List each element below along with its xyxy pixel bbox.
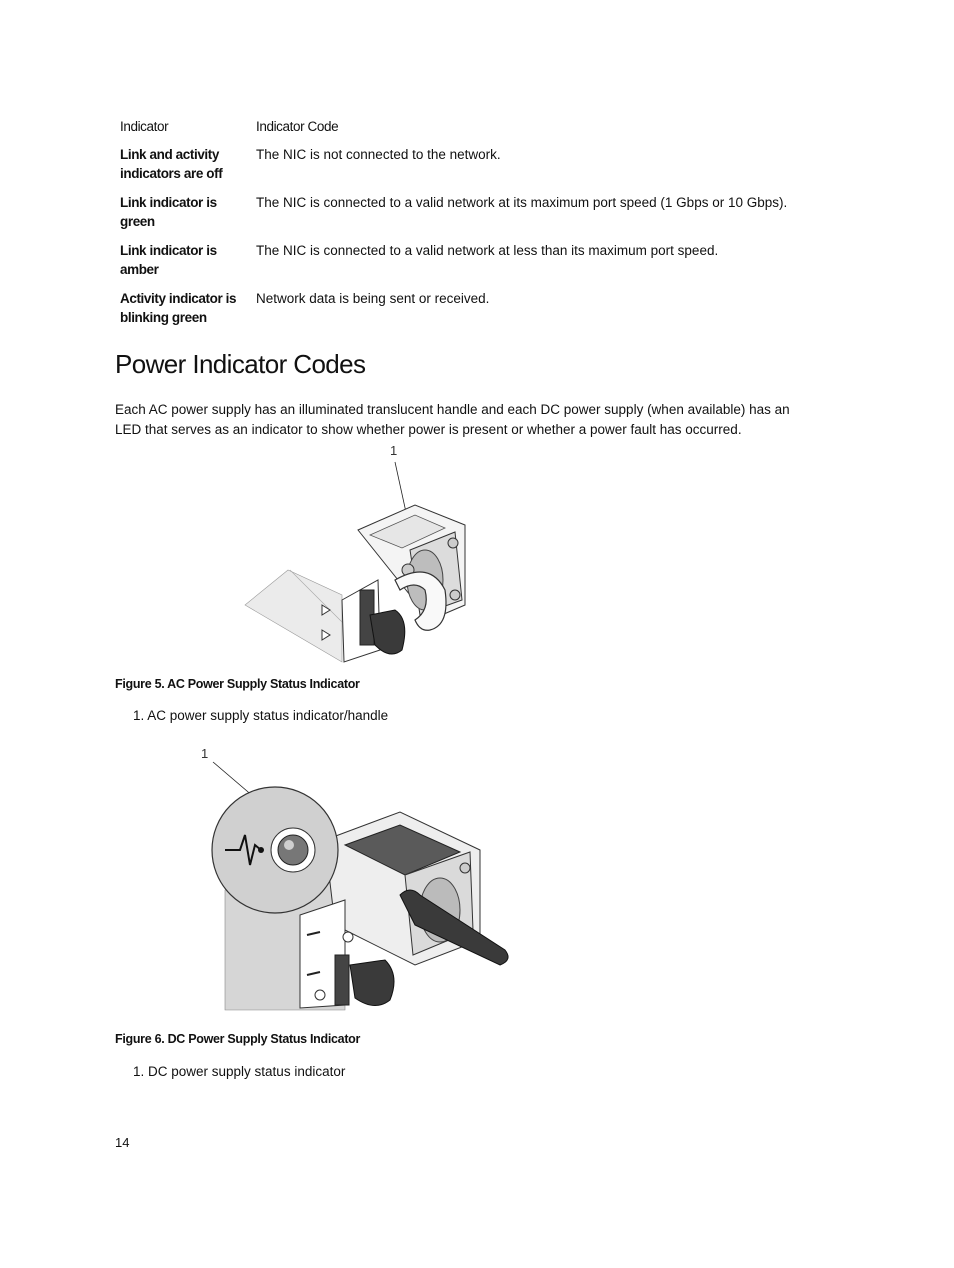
table-row	[115, 145, 815, 193]
figure6-caption: Figure 6. DC Power Supply Status Indicator	[115, 1032, 361, 1046]
table-cell-indicator: Activity indicator is blinking green	[120, 291, 237, 325]
table-cell-indicator: Link indicator is green	[120, 195, 217, 229]
screw	[460, 863, 470, 873]
release-latch	[335, 955, 349, 1005]
table-row	[115, 193, 815, 241]
table-cell-indicator: Link and activity indicators are off	[120, 147, 223, 181]
release-tab	[350, 960, 394, 1006]
table-cell-code: The NIC is not connected to the network.	[256, 147, 501, 162]
dc-power-supply-illustration	[195, 740, 515, 1015]
table-cell-code: The NIC is connected to a valid network at its maximum port speed (1 Gbps or 10 Gbps).	[256, 195, 788, 210]
status-led-icon	[278, 835, 308, 865]
table-cell-code: The NIC is connected to a valid network at less than its maximum port speed.	[256, 243, 719, 258]
table-row	[115, 289, 815, 337]
table-row	[115, 241, 815, 289]
table-header-row	[115, 117, 815, 145]
table-cell-code: Network data is being sent or received.	[256, 291, 490, 306]
page-number: 14	[115, 1135, 130, 1150]
section-heading: Power Indicator Codes	[115, 349, 366, 379]
screw	[343, 932, 353, 942]
figure5-legend-item: 1. AC power supply status indicator/handle	[133, 708, 389, 723]
section-intro-paragraph: Each AC power supply has an illuminated translucent handle and each DC power supply (when available) has an LED that serves as an indicator to show whether power is present or whether a power fault has occurred.	[115, 402, 790, 437]
figure5-caption: Figure 5. AC Power Supply Status Indicator	[115, 677, 360, 691]
figure6-callout-number: 1	[201, 746, 209, 761]
power-pulse-icon-dot	[258, 847, 264, 853]
led-highlight	[284, 840, 294, 850]
figure6-legend-item: 1. DC power supply status indicator	[133, 1064, 346, 1079]
screw	[315, 990, 325, 1000]
screw	[450, 590, 460, 600]
table-header-indicator: Indicator	[120, 119, 169, 134]
ac-power-supply-illustration	[230, 440, 480, 665]
side-panel	[245, 570, 342, 662]
screw	[448, 538, 458, 548]
table-header-indicator-code: Indicator Code	[256, 119, 339, 134]
table-cell-indicator: Link indicator is amber	[120, 243, 217, 277]
nic-indicator-table	[115, 117, 815, 337]
figure5-callout-number: 1	[390, 443, 398, 458]
